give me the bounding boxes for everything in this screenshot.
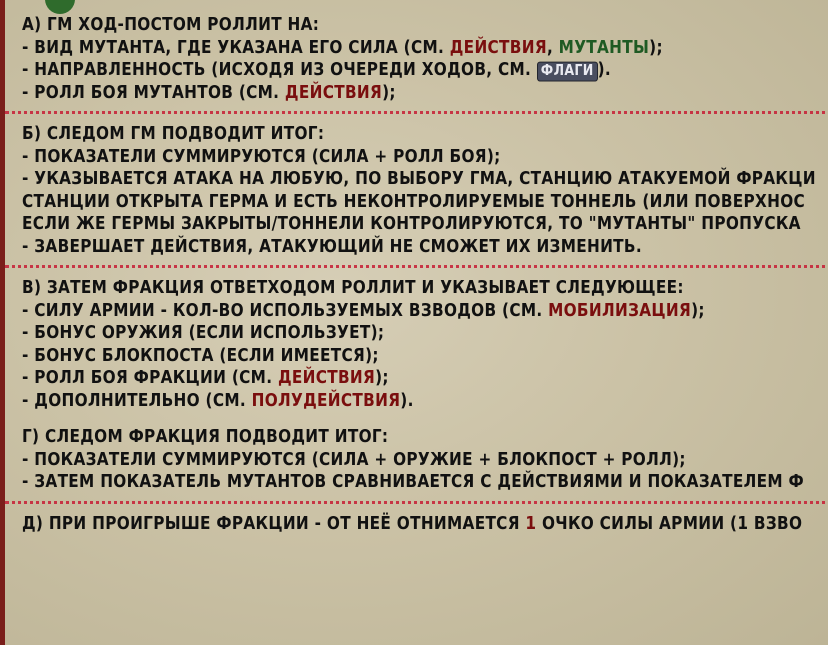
- section-d-line-2: - ПОКАЗАТЕЛИ СУММИРУЮТСЯ (СИЛА + ОРУЖИЕ + БЛОКПОСТ + РОЛЛ);: [22, 448, 686, 470]
- section-c-line-3: - БОНУС ОРУЖИЯ (ЕСЛИ ИСПОЛЬЗУЕТ);: [22, 322, 385, 344]
- link-actions[interactable]: ДЕЙСТВИЯ: [277, 367, 376, 389]
- section-e-line-1: Д) ПРИ ПРОИГРЫШЕ ФРАКЦИИ - ОТ НЕЁ ОТНИМАЕТСЯ 1 ОЧКО СИЛЫ АРМИИ (1 ВЗВО: [22, 512, 803, 534]
- section-c-line-5: - РОЛЛ БОЯ ФРАКЦИИ (СМ. ДЕЙСТВИЯ);: [22, 367, 389, 389]
- section-c-line-1: В) ЗАТЕМ ФРАКЦИЯ ОТВЕТХОДОМ РОЛЛИТ И УКАЗЫВАЕТ СЛЕДУЮЩЕЕ:: [22, 277, 684, 299]
- section-d-line-3: - ЗАТЕМ ПОКАЗАТЕЛЬ МУТАНТОВ СРАВНИВАЕТСЯ С ДЕЙСТВИЯМИ И ПОКАЗАТЕЛЕМ Ф: [22, 471, 804, 493]
- section-c-line-2: - СИЛУ АРМИИ - КОЛ-ВО ИСПОЛЬЗУЕМЫХ ВЗВОДОВ (СМ. МОБИЛИЗАЦИЯ);: [22, 299, 705, 321]
- section-b-line-4: СТАНЦИИ ОТКРЫТА ГЕРМА И ЕСТЬ НЕКОНТРОЛИРУЕМЫЕ ТОННЕЛЬ (ИЛИ ПОВЕРХНОС: [22, 190, 806, 212]
- flags-tag[interactable]: ФЛАГИ: [537, 62, 598, 82]
- link-half-actions[interactable]: ПОЛУДЕЙСТВИЯ: [251, 389, 401, 411]
- section-c: [22, 277, 828, 412]
- spacer: [22, 412, 828, 426]
- section-a-line-4: - РОЛЛ БОЯ МУТАНТОВ (СМ. ДЕЙСТВИЯ);: [22, 81, 396, 103]
- link-mobilization[interactable]: МОБИЛИЗАЦИЯ: [548, 299, 692, 321]
- link-actions[interactable]: ДЕЙСТВИЯ: [449, 36, 547, 58]
- dotted-divider: [5, 501, 828, 504]
- section-c-line-4: - БОНУС БЛОКПОСТА (ЕСЛИ ИМЕЕТСЯ);: [22, 344, 379, 366]
- section-d: [22, 426, 828, 494]
- section-b-line-2: - ПОКАЗАТЕЛИ СУММИРУЮТСЯ (СИЛА + РОЛЛ БОЯ);: [22, 145, 501, 167]
- section-a-line-3: - НАПРАВЛЕННОСТЬ (ИСХОДЯ ИЗ ОЧЕРЕДИ ХОДОВ, СМ. ФЛАГИ ).: [22, 59, 611, 81]
- link-mutants[interactable]: МУТАНТЫ: [558, 36, 650, 58]
- section-a-line-2: - ВИД МУТАНТА, ГДЕ УКАЗАНА ЕГО СИЛА (СМ. ДЕЙСТВИЯ, МУТАНТЫ);: [22, 36, 663, 58]
- rules-text: [22, 14, 828, 535]
- leaf-icon: [45, 0, 75, 14]
- section-c-line-6: - ДОПОЛНИТЕЛЬНО (СМ. ПОЛУДЕЙСТВИЯ).: [22, 389, 414, 411]
- section-b-line-3: - УКАЗЫВАЕТСЯ АТАКА НА ЛЮБУЮ, ПО ВЫБОРУ ГМА, СТАНЦИЮ АТАКУЕМОЙ ФРАКЦИ: [22, 168, 816, 190]
- link-actions[interactable]: ДЕЙСТВИЯ: [284, 81, 383, 103]
- penalty-number: 1: [525, 512, 537, 534]
- section-a-line-1: А) ГМ ХОД-ПОСТОМ РОЛЛИТ НА:: [22, 14, 320, 36]
- section-b-line-5: ЕСЛИ ЖЕ ГЕРМЫ ЗАКРЫТЫ/ТОННЕЛИ КОНТРОЛИРУЮТСЯ, ТО "МУТАНТЫ" ПРОПУСКА: [22, 213, 801, 235]
- section-b: [22, 123, 828, 258]
- section-b-line-1: Б) СЛЕДОМ ГМ ПОДВОДИТ ИТОГ:: [22, 123, 325, 145]
- section-b-line-6: - ЗАВЕРШАЕТ ДЕЙСТВИЯ, АТАКУЮЩИЙ НЕ СМОЖЕТ ИХ ИЗМЕНИТЬ.: [22, 235, 642, 257]
- dotted-divider: [5, 265, 828, 268]
- section-d-line-1: Г) СЛЕДОМ ФРАКЦИЯ ПОДВОДИТ ИТОГ:: [22, 426, 389, 448]
- section-a: [22, 14, 828, 104]
- dotted-divider: [5, 111, 828, 114]
- section-e: [22, 513, 828, 536]
